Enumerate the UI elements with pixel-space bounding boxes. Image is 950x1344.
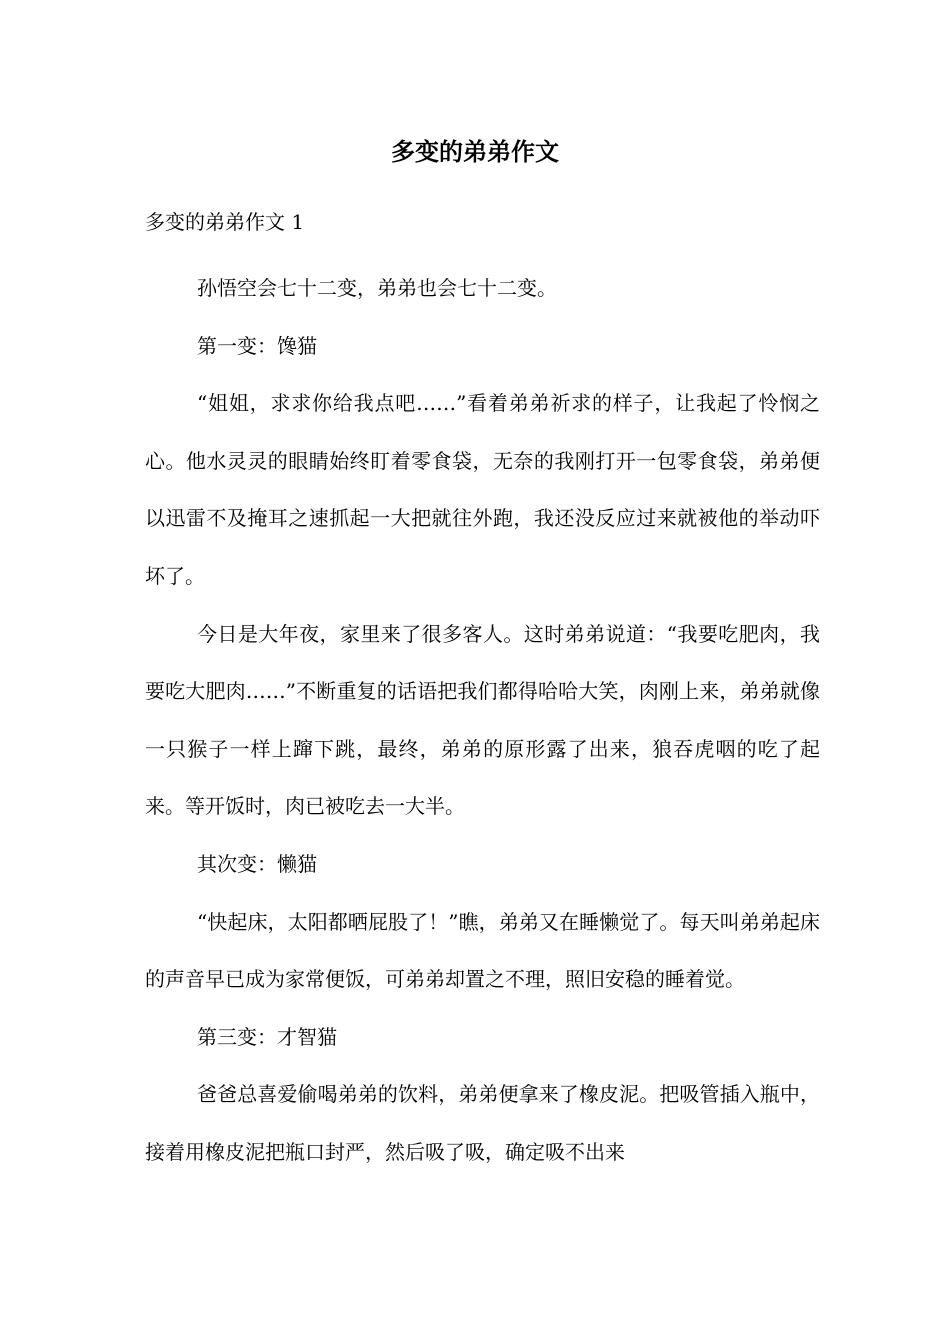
paragraph: “快起床，太阳都晒屁股了！”瞧，弟弟又在睡懒觉了。每天叫弟弟起床的声音早已成为家常便饭，可弟弟却置之不理，照旧安稳的睡着觉。 (145, 909, 820, 992)
paragraph: 今日是大年夜，家里来了很多客人。这时弟弟说道：“我要吃肥肉，我要吃大肥肉……”不断重复的话语把我们都得哈哈大笑，肉刚上来，弟弟就像一只猴子一样上蹿下跳，最终，弟弟的原形露了出来，狼吞虎咽的吃了起来。等开饭时，肉已被吃去一大半。 (145, 621, 820, 819)
section-heading: 第三变：才智猫 (197, 1024, 337, 1049)
paragraph: “姐姐，求求你给我点吧……”看着弟弟祈求的样子，让我起了怜悯之心。他水灵灵的眼睛始终盯着零食袋，无奈的我刚打开一包零食袋，弟弟便以迅雷不及掩耳之速抓起一大把就往外跑，我还没反应过来就被他的举动吓坏了。 (145, 391, 820, 588)
document-title: 多变的弟弟作文 (391, 137, 559, 166)
section-heading: 其次变：懒猫 (197, 851, 317, 876)
section-heading: 第一变：馋猫 (197, 333, 317, 358)
document-subtitle: 多变的弟弟作文 1 (145, 210, 305, 234)
document-body (145, 260, 820, 1182)
paragraph: 孙悟空会七十二变，弟弟也会七十二变。 (197, 276, 557, 300)
paragraph: 爸爸总喜爱偷喝弟弟的饮料，弟弟便拿来了橡皮泥。把吸管插入瓶中，接着用橡皮泥把瓶口封严，然后吸了吸，确定吸不出来 (145, 1082, 820, 1164)
